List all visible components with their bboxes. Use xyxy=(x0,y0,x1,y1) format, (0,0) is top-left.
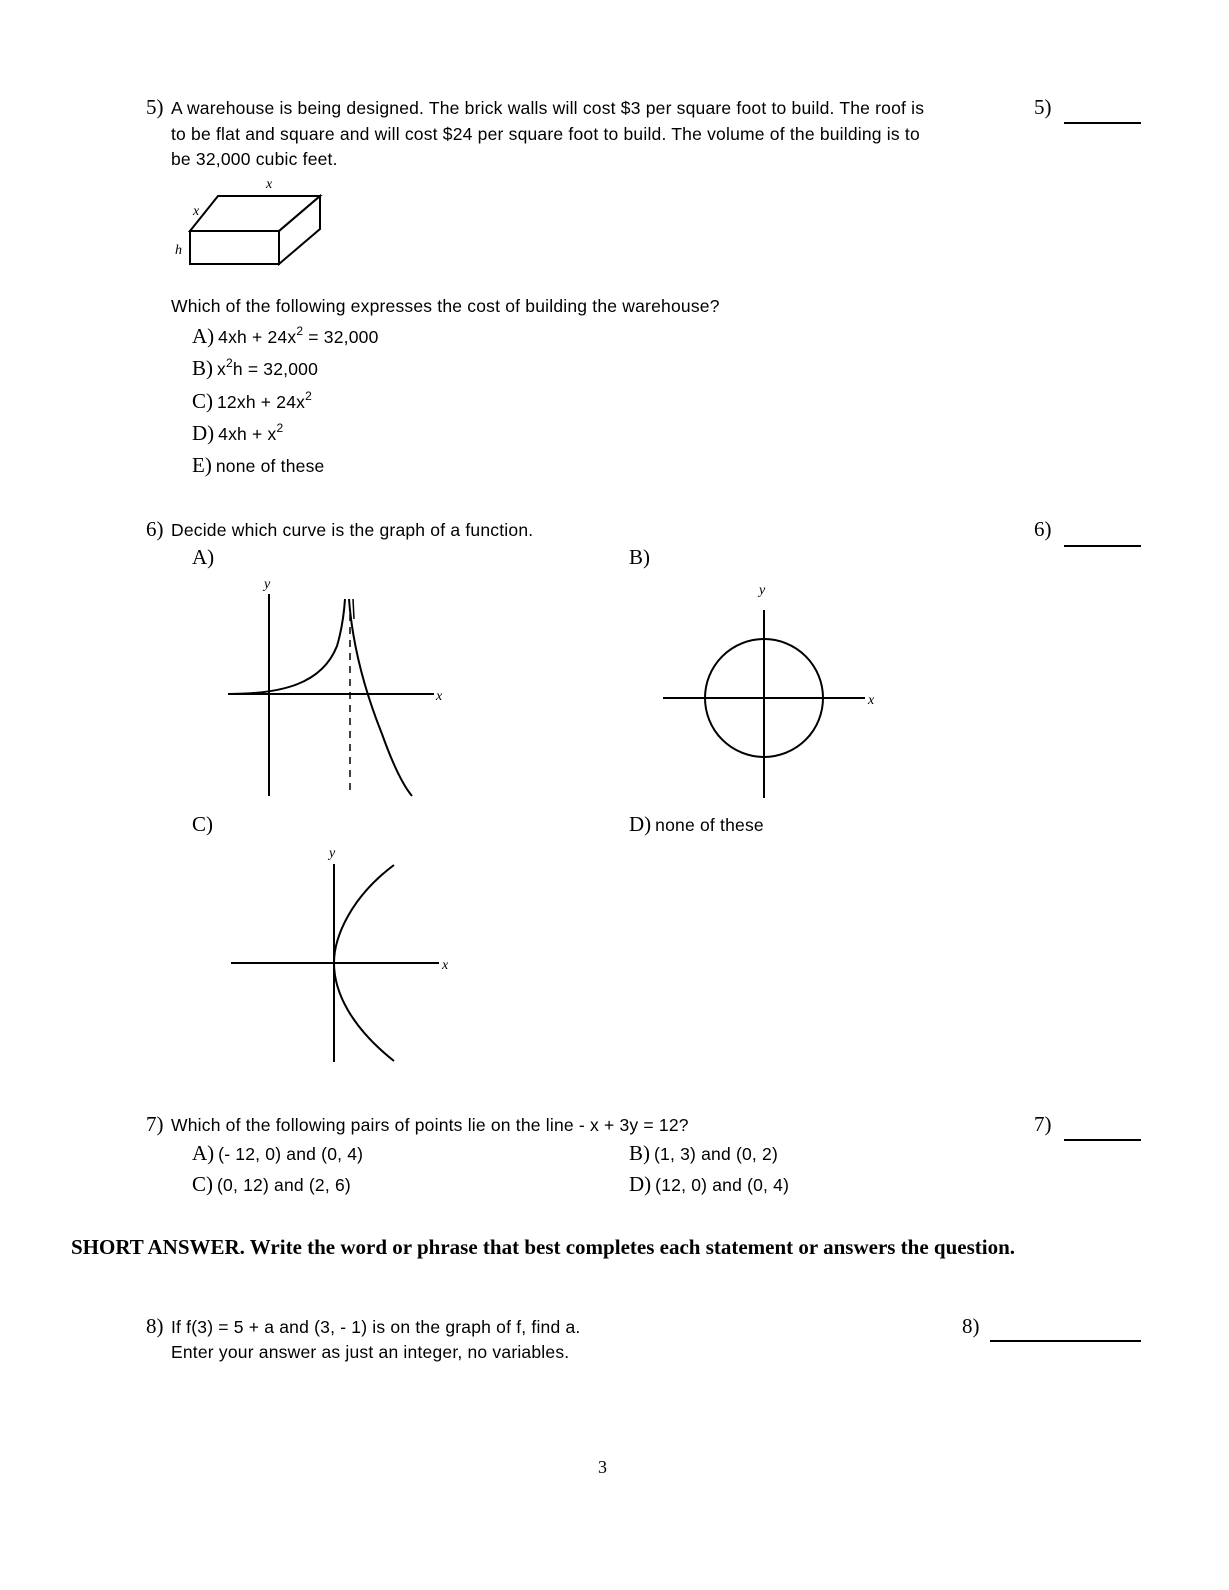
answer-option[interactable] xyxy=(629,812,764,837)
question-text-line: to be flat and square and will cost $24 per square foot to build. The volume of the building is to xyxy=(171,124,920,144)
answer-option[interactable] xyxy=(192,389,312,414)
box-top-label: x xyxy=(266,177,273,192)
option-letter: A) xyxy=(192,324,215,348)
option-text: (- 12, 0) and (0, 4) xyxy=(218,1144,364,1164)
option-letter[interactable]: C) xyxy=(192,812,213,836)
option-text: $4xh + 24x^2 = 32,000$ xyxy=(218,324,379,347)
question-text-line: Enter your answer as just an integer, no variables. xyxy=(171,1342,570,1362)
x-axis-label: x xyxy=(436,689,443,704)
question-text-line: A warehouse is being designed. The brick walls will cost $3 per square foot to build. The roof is xyxy=(171,98,925,118)
option-text: $x^2h = 32,000$ xyxy=(217,356,319,379)
answer-option[interactable] xyxy=(629,1172,789,1197)
option-letter: D) xyxy=(629,1172,652,1196)
option-text: (0, 12) and (2, 6) xyxy=(217,1175,351,1195)
option-letter[interactable]: A) xyxy=(192,545,215,569)
answer-option[interactable] xyxy=(192,324,379,349)
answer-option[interactable] xyxy=(192,356,318,381)
option-letter: B) xyxy=(629,1141,650,1165)
option-text: $12xh + 24x^2$ xyxy=(217,389,312,412)
option-letter: C) xyxy=(192,389,213,413)
option-text: (12, 0) and (0, 4) xyxy=(655,1175,790,1195)
question-text-line: be 32,000 cubic feet. xyxy=(171,149,338,169)
answer-option[interactable] xyxy=(192,1141,363,1166)
graph-c xyxy=(226,842,466,1068)
option-text: none of these xyxy=(215,456,325,476)
option-letter: E) xyxy=(192,453,212,477)
answer-option[interactable] xyxy=(192,421,283,446)
warehouse-box-figure xyxy=(170,172,330,268)
answer-label: 6) xyxy=(1034,517,1052,541)
question-number: 6) xyxy=(146,517,164,541)
question-prompt: Which of the following pairs of points lie on the line - x + 3y = 12? xyxy=(171,1115,689,1135)
curve-right-branch xyxy=(349,599,412,796)
question-prompt: Which of the following expresses the cost of building the warehouse? xyxy=(171,296,720,316)
answer-blank[interactable] xyxy=(1064,1139,1141,1141)
question-text-line: If f(3) = 5 + a and (3, - 1) is on the graph of f, find a. xyxy=(171,1317,581,1337)
graph-a xyxy=(222,574,462,804)
answer-blank[interactable] xyxy=(1064,545,1141,547)
curve-left-branch xyxy=(228,599,345,694)
option-letter: A) xyxy=(192,1141,215,1165)
option-letter[interactable]: B) xyxy=(629,545,650,569)
question-number: 7) xyxy=(146,1112,164,1136)
box-side-label: x xyxy=(193,204,200,219)
page-number: 3 xyxy=(598,1457,607,1477)
option-letter: C) xyxy=(192,1172,213,1196)
option-text: (1, 3) and (0, 2) xyxy=(654,1144,779,1164)
answer-label: 8) xyxy=(962,1314,980,1338)
answer-label: 5) xyxy=(1034,95,1052,119)
box-height-label: h xyxy=(175,243,182,258)
y-axis-label: y xyxy=(264,577,271,592)
answer-option[interactable] xyxy=(192,1172,351,1197)
answer-blank[interactable] xyxy=(1064,122,1141,124)
short-answer-heading: SHORT ANSWER. Write the word or phrase that best completes each statement or answers the question. xyxy=(71,1235,1016,1259)
question-prompt: Decide which curve is the graph of a function. xyxy=(171,520,534,540)
option-letter: D) xyxy=(192,421,215,445)
x-axis-label: x xyxy=(868,693,875,708)
y-axis-label: y xyxy=(329,846,336,861)
question-number: 5) xyxy=(146,95,164,119)
answer-label: 7) xyxy=(1034,1112,1052,1136)
answer-blank[interactable] xyxy=(990,1340,1141,1342)
x-axis-label: x xyxy=(442,958,449,973)
y-axis-label: y xyxy=(759,583,766,598)
question-number: 8) xyxy=(146,1314,164,1338)
option-text: $4xh + x^2$ xyxy=(218,421,284,444)
option-letter: B) xyxy=(192,356,213,380)
answer-option[interactable] xyxy=(629,1141,778,1166)
option-letter: D) xyxy=(629,812,652,836)
graph-b xyxy=(660,578,890,802)
option-text: none of these xyxy=(655,815,764,835)
answer-option[interactable] xyxy=(192,453,325,478)
curve-mark xyxy=(353,599,354,619)
